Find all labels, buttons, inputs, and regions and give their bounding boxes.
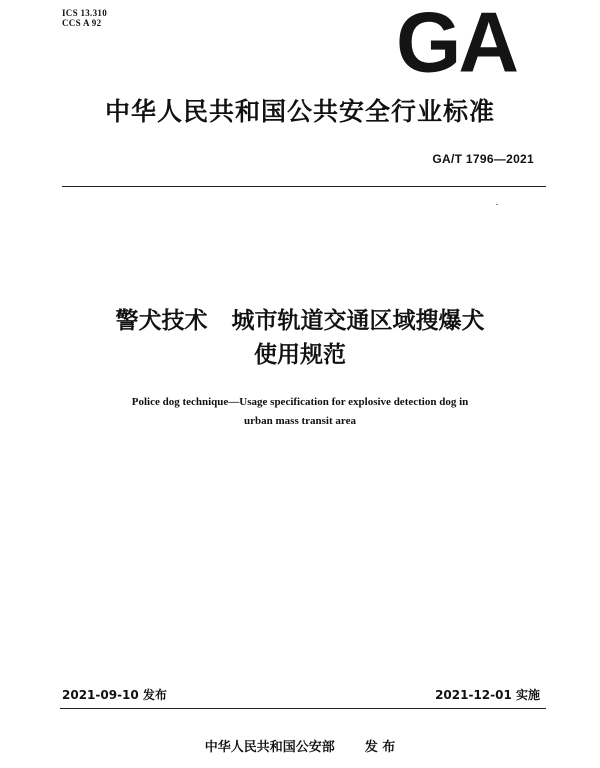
chinese-title-part-2: 城市轨道交通区域搜爆犬: [231, 308, 485, 334]
scan-mark: [496, 204, 498, 205]
chinese-title-line-2: 使用规范: [254, 342, 346, 368]
publish-date: 2021-09-10 发布: [62, 688, 167, 702]
standard-number: GA/T 1796—2021: [432, 152, 534, 166]
issue-word: 发 布: [364, 740, 396, 755]
chinese-title-line-1: [0, 306, 600, 336]
ccs-code: CCS A 92: [62, 18, 102, 28]
english-title-line-2: urban mass transit area: [244, 415, 356, 427]
chinese-title-part-1: 警犬技术: [115, 308, 208, 334]
standard-category-title: 中华人民共和国公共安全行业标准: [104, 97, 495, 126]
implement-date: 2021-12-01 实施: [435, 688, 540, 702]
header-divider: [62, 186, 546, 187]
english-title-line-1: Police dog technique—Usage specification for explosive detection dog in: [131, 396, 469, 408]
classification-codes: [62, 8, 107, 28]
issuer-line: [0, 736, 600, 755]
ics-code: ICS 13.310: [62, 8, 108, 18]
ga-logo: GA: [396, 0, 516, 90]
issuer-name: 中华人民共和国公安部: [204, 740, 335, 755]
footer-divider: [60, 708, 546, 709]
